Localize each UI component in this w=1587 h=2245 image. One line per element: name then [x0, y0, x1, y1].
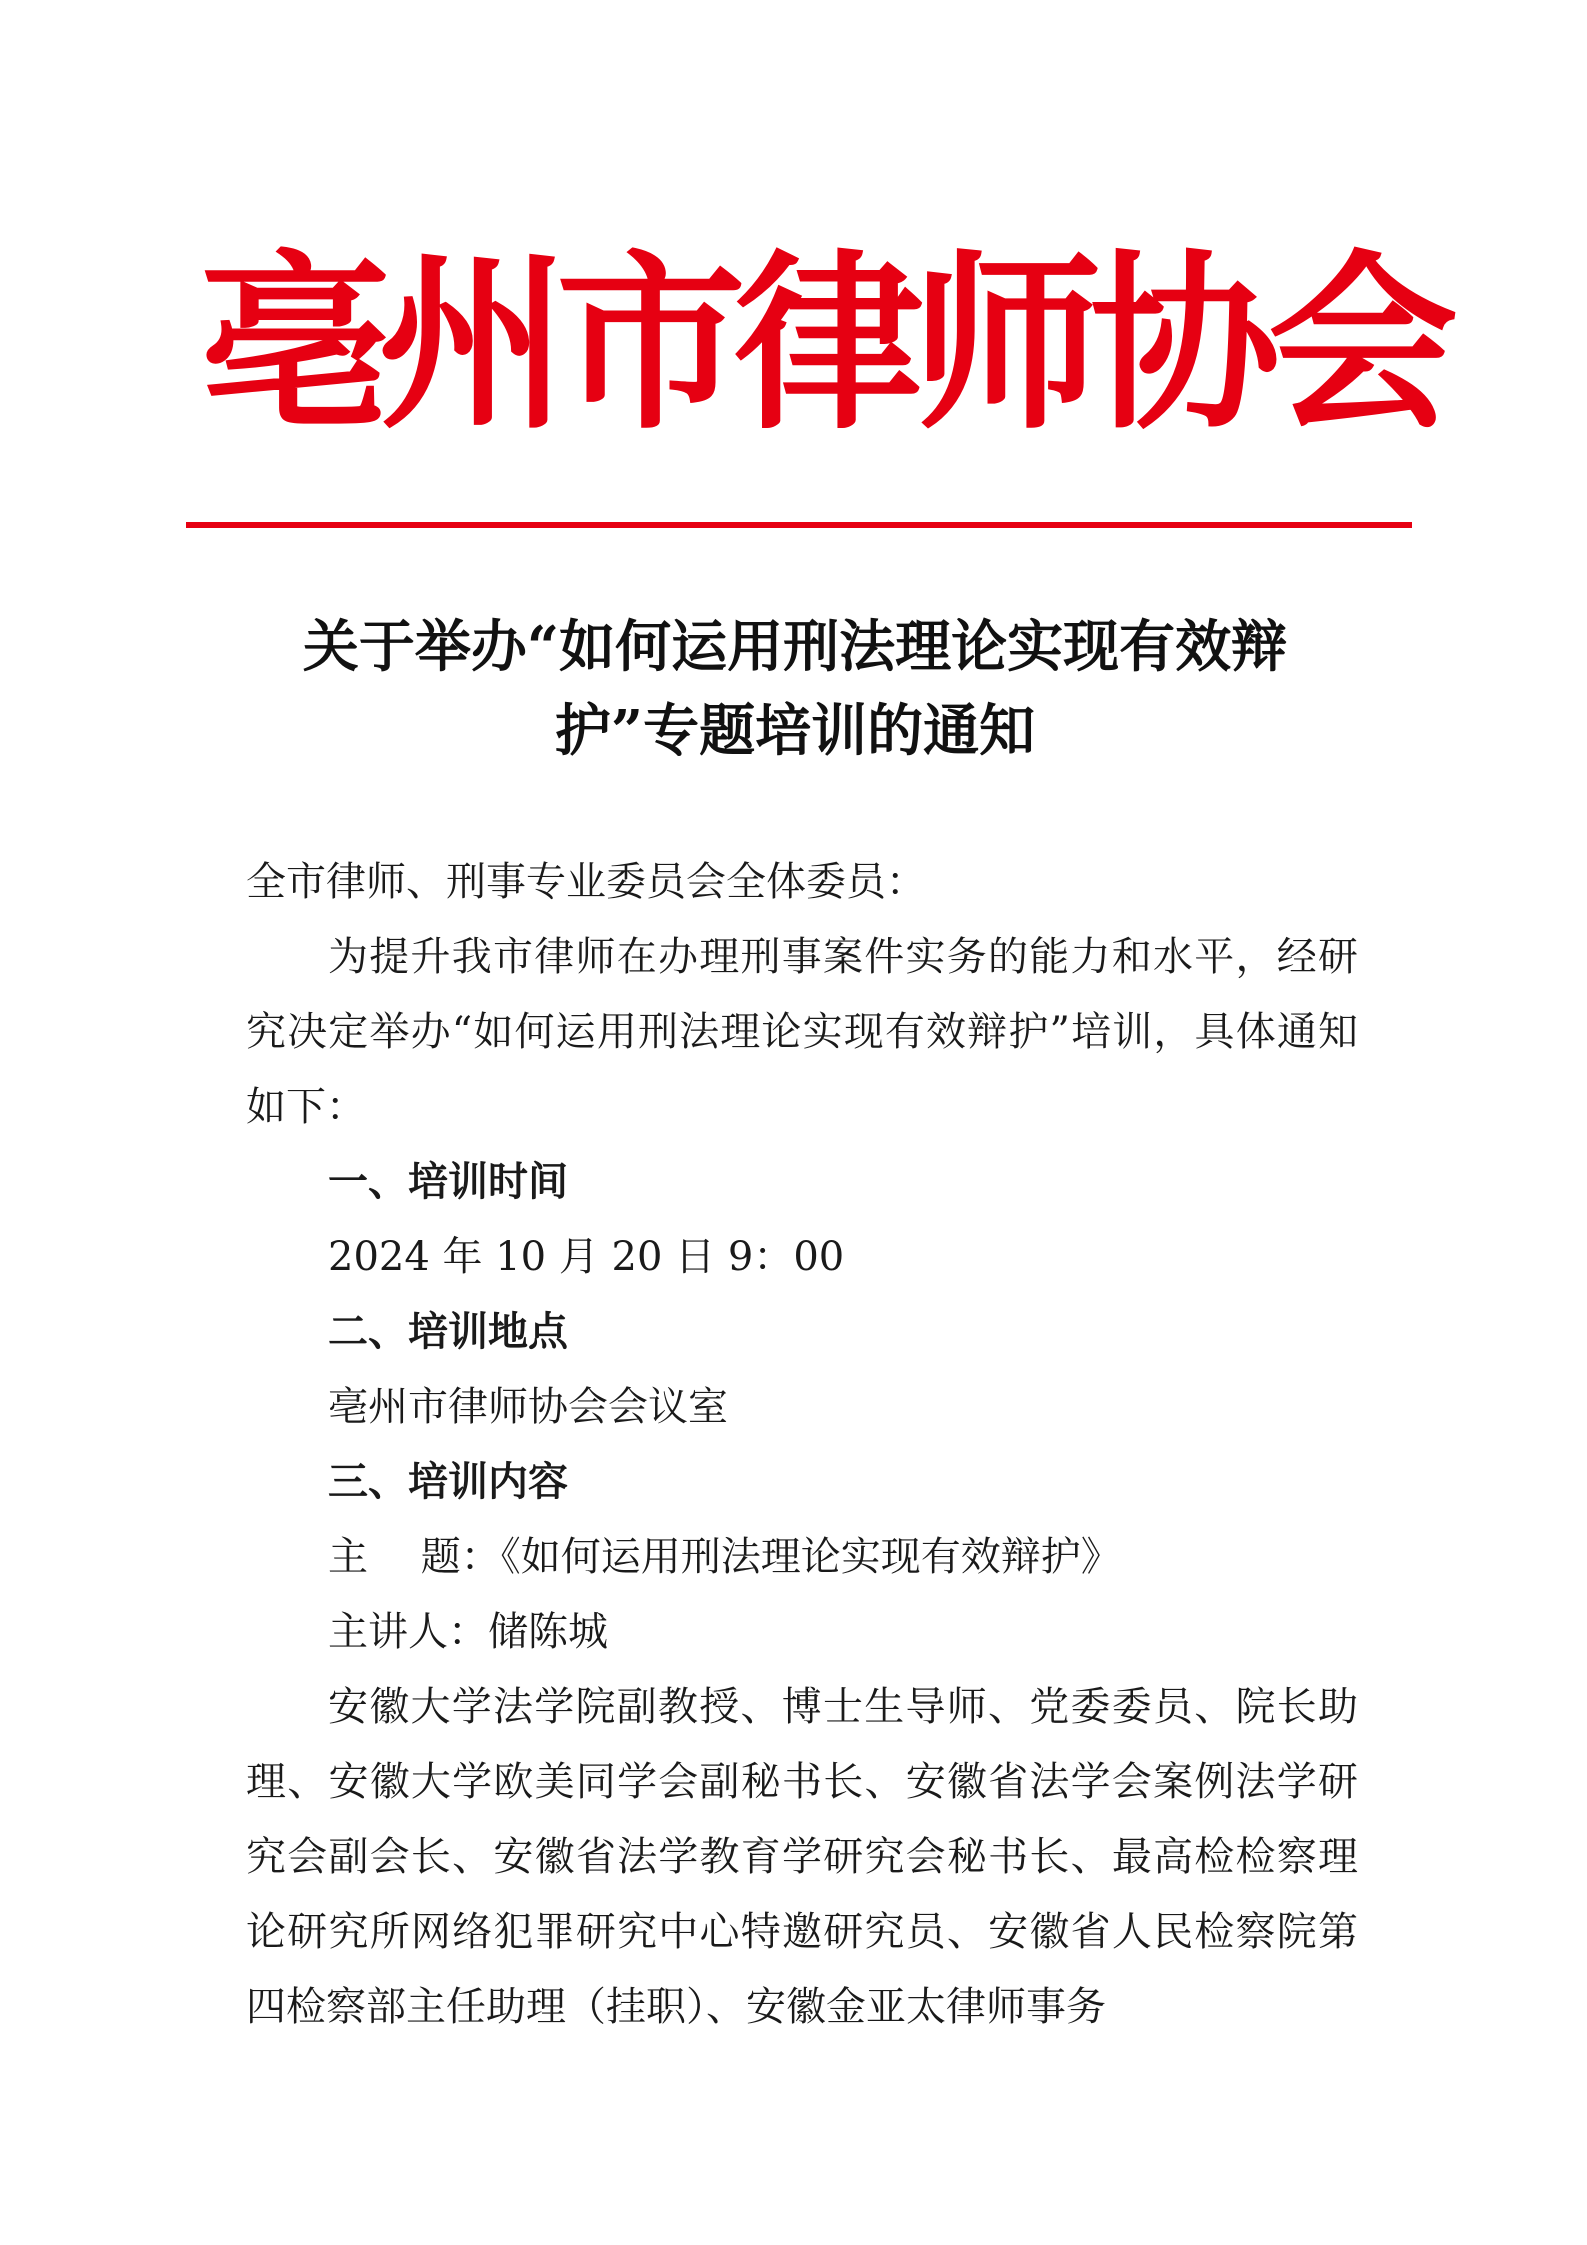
training-topic: 主 题：《如何运用刑法理论实现有效辩护》: [328, 1534, 1121, 1580]
notice-title: 关于举办“如何运用刑法理论实现有效辩护”专题培训的通知: [302, 614, 1288, 764]
org-letterhead-title: 亳州市律师协会: [200, 234, 1447, 455]
letterhead-red-rule: [186, 522, 1412, 528]
intro-paragraph: 为提升我市律师在办理刑事案件实务的能力和水平，经研究决定举办“如何运用刑法理论实现有效辩护”培训，具体通知如下：: [246, 934, 1358, 1130]
section-heading-time: 一、培训时间: [328, 1159, 568, 1205]
speaker-bio: 安徽大学法学院副教授、博士生导师、党委委员、院长助理、安徽大学欧美同学会副秘书长、安徽省法学会案例法学研究会副会长、安徽省法学教育学研究会秘书长、最高检检察理论研究所网络犯罪研究中心特邀研究员、安徽省人民检察院第四检察部主任助理（挂职）、安徽金亚太律师事务: [246, 1684, 1358, 2030]
training-time: 2024 年 10 月 20 日 9：00: [328, 1234, 845, 1280]
salutation: 全市律师、刑事专业委员会全体委员：: [246, 859, 926, 905]
section-heading-content: 三、培训内容: [328, 1459, 568, 1505]
training-location: 亳州市律师协会会议室: [328, 1384, 728, 1430]
section-heading-location: 二、培训地点: [328, 1309, 568, 1355]
training-speaker: 主讲人：储陈城: [328, 1609, 608, 1655]
notice-body: [246, 845, 1358, 2045]
